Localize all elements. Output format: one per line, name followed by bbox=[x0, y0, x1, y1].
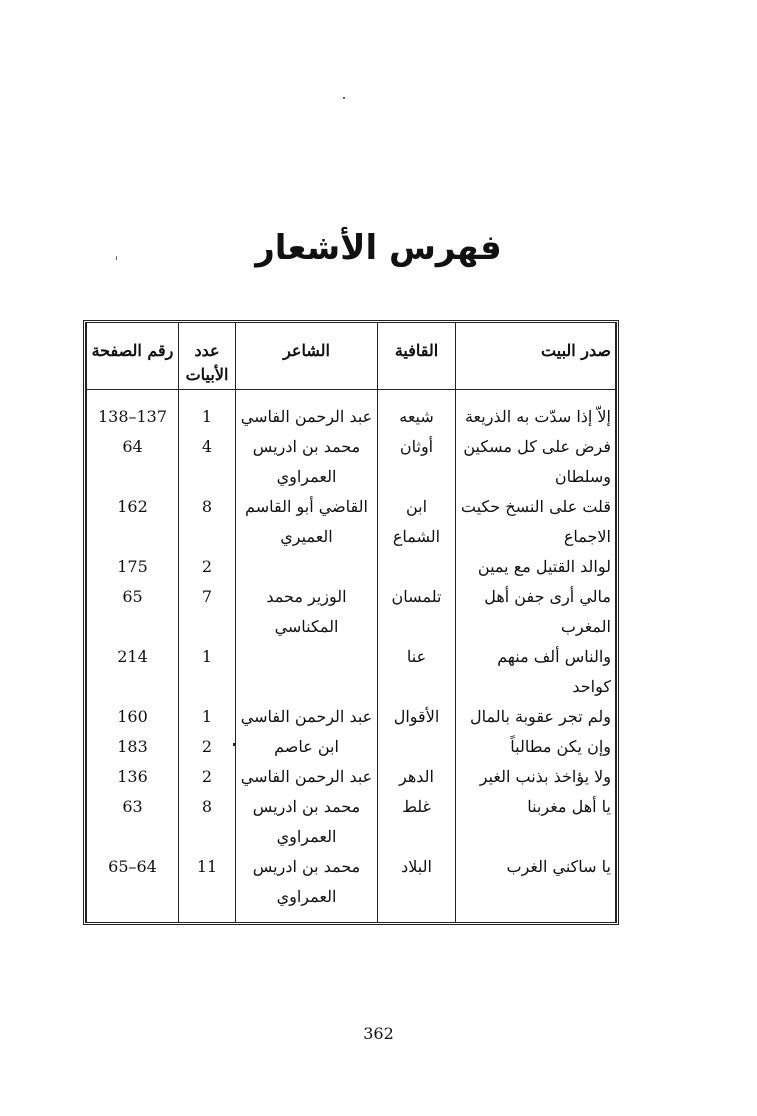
poet-cell: ابن عاصم bbox=[236, 732, 378, 762]
count-cell: 7 bbox=[179, 582, 236, 642]
table-row bbox=[87, 762, 616, 792]
table-row bbox=[87, 852, 616, 923]
rhyme-cell bbox=[378, 732, 456, 762]
header-count: عدد الأبيات bbox=[179, 323, 236, 389]
verse-cell: إلاّ إذا سدّت به الذريعة bbox=[456, 389, 616, 432]
page-cell: 183 bbox=[87, 732, 179, 762]
table-row bbox=[87, 389, 616, 432]
count-cell: 1 bbox=[179, 389, 236, 432]
verse-cell: قلت على النسخ حكيت الاجماع bbox=[456, 492, 616, 552]
rhyme-cell: عنا bbox=[378, 642, 456, 702]
scan-speck bbox=[233, 743, 236, 746]
table-row bbox=[87, 792, 616, 852]
page-cell: 160 bbox=[87, 702, 179, 732]
verse-cell: والناس ألف منهم كواحد bbox=[456, 642, 616, 702]
page-cell: 136 bbox=[87, 762, 179, 792]
header-verse: صدر البيت bbox=[456, 323, 616, 389]
table-row bbox=[87, 582, 616, 642]
poet-cell: القاضي أبو القاسم العميري bbox=[236, 492, 378, 552]
page-cell: 162 bbox=[87, 492, 179, 552]
header-poet: الشاعر bbox=[236, 323, 378, 389]
page-title: فهرس الأشعار bbox=[255, 228, 502, 268]
header-rhyme: القافية bbox=[378, 323, 456, 389]
count-cell: 1 bbox=[179, 702, 236, 732]
table-row bbox=[87, 732, 616, 762]
poet-cell: محمد بن ادريس العمراوي bbox=[236, 852, 378, 923]
poet-cell: محمد بن ادريس العمراوي bbox=[236, 792, 378, 852]
rhyme-cell: غلط bbox=[378, 792, 456, 852]
verse-cell: ولا يؤاخذ بذنب الغير bbox=[456, 762, 616, 792]
count-cell: 4 bbox=[179, 432, 236, 492]
poet-cell: الوزير محمد المكناسي bbox=[236, 582, 378, 642]
table-row bbox=[87, 642, 616, 702]
scan-speck bbox=[343, 97, 345, 99]
verse-cell: ولم تجر عقوبة بالمال bbox=[456, 702, 616, 732]
rhyme-cell: الأقوال bbox=[378, 702, 456, 732]
rhyme-cell: البلاد bbox=[378, 852, 456, 923]
header-page: رقم الصفحة bbox=[87, 323, 179, 389]
rhyme-cell: شيعه bbox=[378, 389, 456, 432]
table-row bbox=[87, 432, 616, 492]
count-cell: 8 bbox=[179, 492, 236, 552]
poet-cell: عبد الرحمن الفاسي bbox=[236, 702, 378, 732]
table-row bbox=[87, 552, 616, 582]
count-cell: 2 bbox=[179, 552, 236, 582]
verse-cell: يا أهل مغربنا bbox=[456, 792, 616, 852]
count-cell: 2 bbox=[179, 762, 236, 792]
verse-cell: لوالد القتيل مع يمين bbox=[456, 552, 616, 582]
poet-cell: محمد بن ادريس العمراوي bbox=[236, 432, 378, 492]
poet-cell bbox=[236, 642, 378, 702]
rhyme-cell bbox=[378, 552, 456, 582]
page-cell: 63 bbox=[87, 792, 179, 852]
poet-cell: عبد الرحمن الفاسي bbox=[236, 389, 378, 432]
verse-cell: مالي أرى جفن أهل المغرب bbox=[456, 582, 616, 642]
count-cell: 8 bbox=[179, 792, 236, 852]
rhyme-cell: ابن الشماع bbox=[378, 492, 456, 552]
poetry-index-table bbox=[83, 320, 619, 925]
page-cell: 65 bbox=[87, 582, 179, 642]
table-row bbox=[87, 702, 616, 732]
poet-cell bbox=[236, 552, 378, 582]
page-cell: 64 bbox=[87, 432, 179, 492]
verse-cell: يا ساكني الغرب bbox=[456, 852, 616, 923]
verse-cell: فرض على كل مسكين وسلطان bbox=[456, 432, 616, 492]
count-cell: 11 bbox=[179, 852, 236, 923]
table-header-row bbox=[87, 323, 616, 389]
poet-cell: عبد الرحمن الفاسي bbox=[236, 762, 378, 792]
count-cell: 2 bbox=[179, 732, 236, 762]
page-number: 362 bbox=[363, 1024, 394, 1043]
scan-speck bbox=[116, 256, 117, 260]
verse-cell: وإن يكن مطالباً bbox=[456, 732, 616, 762]
rhyme-cell: أوثان bbox=[378, 432, 456, 492]
page-cell: 65–64 bbox=[87, 852, 179, 923]
rhyme-cell: تلمسان bbox=[378, 582, 456, 642]
table-row bbox=[87, 492, 616, 552]
count-cell: 1 bbox=[179, 642, 236, 702]
page-cell: 138–137 bbox=[87, 389, 179, 432]
page-cell: 175 bbox=[87, 552, 179, 582]
rhyme-cell: الدهر bbox=[378, 762, 456, 792]
page-cell: 214 bbox=[87, 642, 179, 702]
